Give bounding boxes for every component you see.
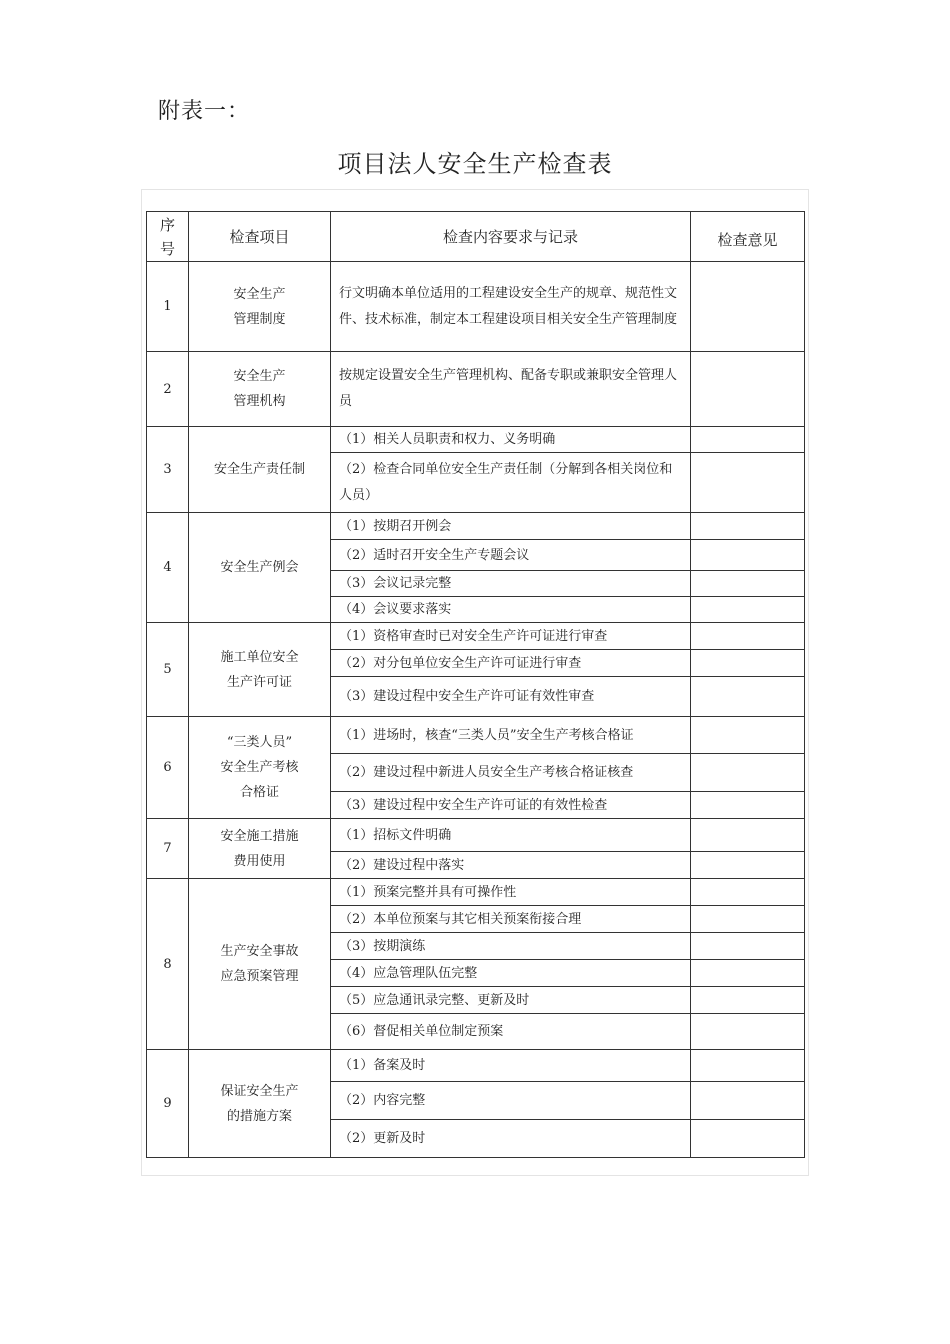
row-item [189,717,331,819]
inspection-table [146,211,805,1158]
row-opinion-cell[interactable] [691,960,805,987]
row-requirement: （2）更新及时 [331,1120,691,1158]
row-item-line: 费用使用 [233,853,286,869]
row-requirement: 按规定设置安全生产管理机构、配备专职或兼职安全管理人员 [331,352,691,427]
row-seq: 9 [147,1050,189,1158]
table-row [147,819,805,852]
row-item-line: 安全生产考核 [220,760,299,775]
table-row [147,352,805,427]
row-requirement: （2）适时召开安全生产专题会议 [331,540,691,571]
row-item-line: 安全生产 [233,286,286,302]
row-item-line: 应急预案管理 [220,969,299,984]
row-opinion-cell[interactable] [691,1014,805,1050]
row-item [189,262,331,352]
row-opinion-cell[interactable] [691,597,805,623]
row-seq: 8 [147,879,189,1050]
row-opinion-cell[interactable] [691,540,805,571]
row-requirement: （3）建设过程中安全生产许可证的有效性检查 [331,792,691,819]
row-requirement: （2）建设过程中新进人员安全生产考核合格证核查 [331,754,691,792]
row-item-line: 生产许可证 [226,674,292,690]
row-item-line: 安全生产例会 [220,560,299,575]
row-opinion-cell[interactable] [691,852,805,879]
row-seq: 4 [147,513,189,623]
row-requirement: （4）会议要求落实 [331,597,691,623]
row-item-line: 安全生产责任制 [213,462,305,477]
row-item-line: “三类人员” [226,735,293,750]
header-opinion: 检查意见 [691,212,805,262]
table-row [147,262,805,352]
table-row [147,1050,805,1082]
row-seq: 7 [147,819,189,879]
row-opinion-cell[interactable] [691,987,805,1014]
row-requirement: （3）按期演练 [331,933,691,960]
row-opinion-cell[interactable] [691,571,805,597]
row-requirement: （3）会议记录完整 [331,571,691,597]
row-item [189,623,331,717]
row-requirement: （1）资格审查时已对安全生产许可证进行审查 [331,623,691,650]
row-item-line: 生产安全事故 [220,944,299,959]
table-row [147,717,805,754]
row-requirement: （5）应急通讯录完整、更新及时 [331,987,691,1014]
row-requirement: （2）内容完整 [331,1082,691,1120]
table-row [147,879,805,906]
row-requirement: （6）督促相关单位制定预案 [331,1014,691,1050]
appendix-label: 附表一： [158,99,251,124]
row-opinion-cell[interactable] [691,1120,805,1158]
row-item-line: 安全施工措施 [220,828,299,844]
row-opinion-cell[interactable] [691,1050,805,1082]
header-seq [147,212,189,262]
row-opinion-cell[interactable] [691,792,805,819]
row-requirement: （1）按期召开例会 [331,513,691,540]
row-requirement: （2）建设过程中落实 [331,852,691,879]
row-requirement: （2）本单位预案与其它相关预案衔接合理 [331,906,691,933]
row-seq: 1 [147,262,189,352]
header-seq-text: 序号 [159,215,175,258]
table-row [147,427,805,453]
row-item-line: 的措施方案 [226,1108,292,1124]
row-item-line: 管理制度 [233,311,286,327]
row-opinion-cell[interactable] [691,427,805,453]
header-item: 检查项目 [189,212,331,262]
row-opinion-cell[interactable] [691,262,805,352]
row-requirement: （1）预案完整并具有可操作性 [331,879,691,906]
row-requirement: （1）备案及时 [331,1050,691,1082]
row-opinion-cell[interactable] [691,819,805,852]
row-seq: 6 [147,717,189,819]
row-item-line: 合格证 [239,785,279,800]
row-seq: 5 [147,623,189,717]
row-item [189,513,331,623]
row-requirement: （1）进场时，核查“三类人员”安全生产考核合格证 [331,717,691,754]
row-item-line: 保证安全生产 [220,1083,299,1099]
table-header-row [147,212,805,262]
row-requirement: （2）对分包单位安全生产许可证进行审查 [331,650,691,677]
row-opinion-cell[interactable] [691,453,805,513]
row-item [189,352,331,427]
row-requirement: （1）招标文件明确 [331,819,691,852]
row-opinion-cell[interactable] [691,513,805,540]
table-row [147,513,805,540]
row-opinion-cell[interactable] [691,717,805,754]
row-opinion-cell[interactable] [691,677,805,717]
row-seq: 3 [147,427,189,513]
row-opinion-cell[interactable] [691,1082,805,1120]
row-requirement: （1）相关人员职责和权力、义务明确 [331,427,691,453]
row-item-line: 管理机构 [233,394,286,409]
row-opinion-cell[interactable] [691,754,805,792]
row-opinion-cell[interactable] [691,650,805,677]
row-item-line: 安全生产 [233,369,286,384]
row-requirement: （3）建设过程中安全生产许可证有效性审查 [331,677,691,717]
row-item [189,819,331,879]
page-title: 项目法人安全生产检查表 [337,150,613,178]
row-opinion-cell[interactable] [691,933,805,960]
row-item [189,427,331,513]
header-requirement: 检查内容要求与记录 [331,212,691,262]
row-item-line: 施工单位安全 [220,649,299,665]
row-opinion-cell[interactable] [691,352,805,427]
row-item [189,1050,331,1158]
table-row [147,623,805,650]
row-opinion-cell[interactable] [691,906,805,933]
row-opinion-cell[interactable] [691,623,805,650]
row-opinion-cell[interactable] [691,879,805,906]
row-requirement: （2）检查合同单位安全生产责任制（分解到各相关岗位和人员） [331,453,691,513]
row-item [189,879,331,1050]
row-seq: 2 [147,352,189,427]
row-requirement: 行文明确本单位适用的工程建设安全生产的规章、规范性文件、技术标准，制定本工程建设项目相关安全生产管理制度 [331,262,691,352]
row-requirement: （4）应急管理队伍完整 [331,960,691,987]
